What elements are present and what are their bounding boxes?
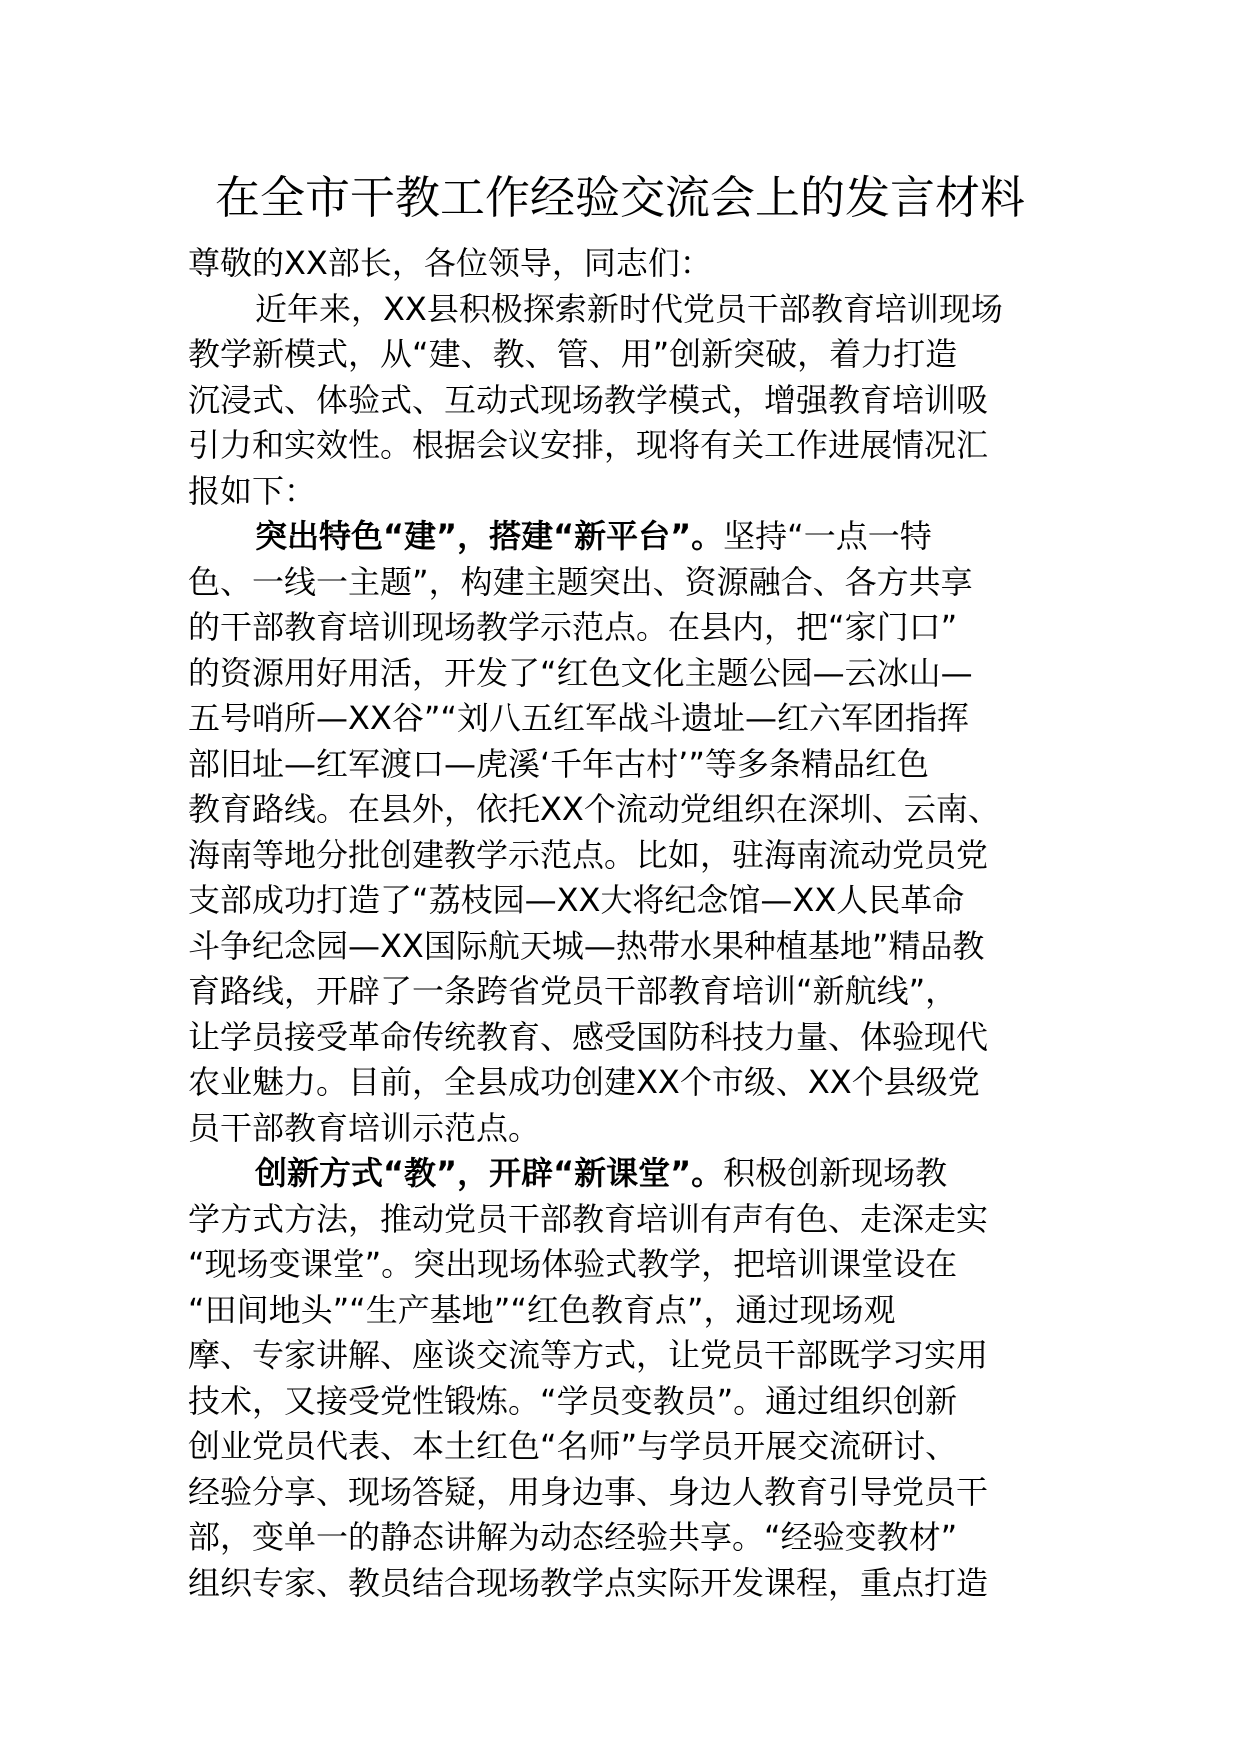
line-text: 让学员接受革命传统教育、感受国防科技力量、体验现代 (188, 1017, 989, 1056)
text-line (188, 651, 1058, 697)
line-text: 农业魅力。目前，全县成功创建XX个市级、XX个县级党 (188, 1063, 980, 1101)
line-text: 沉浸式、体验式、互动式现场教学模式，增强教育培训吸 (188, 380, 989, 419)
text-line (188, 1515, 1058, 1561)
text-line (188, 787, 1058, 833)
text-line (188, 1333, 1058, 1379)
line-text: 学方式方法，推动党员干部教育培训有声有色、走深走实 (188, 1199, 989, 1238)
line-text: 经验分享、现场答疑，用身边事、身边人教育引导党员干 (188, 1472, 989, 1511)
text-line (188, 560, 1058, 606)
text-line (188, 605, 1058, 651)
text-line (188, 924, 1058, 970)
line-text: 组织专家、教员结合现场教学点实际开发课程，重点打造 (188, 1563, 989, 1602)
line-text: 坚持“一点一特 (723, 517, 932, 555)
line-text: 创业党员代表、本土红色“名师”与学员开展交流研讨、 (188, 1427, 958, 1465)
line-text: 的干部教育培训现场教学示范点。在县内，把“家门口” (188, 608, 958, 646)
text-line (188, 833, 1058, 879)
line-text: “田间地头”“生产基地”“红色教育点”，通过现场观 (188, 1290, 896, 1329)
text-line (188, 1288, 1058, 1334)
line-text: 报如下： (188, 471, 317, 510)
line-text: 员干部教育培训示范点。 (188, 1108, 541, 1147)
line-text: 支部成功打造了“荔枝园—XX大将纪念馆—XX人民革命 (188, 881, 965, 919)
line-text: 引力和实效性。根据会议安排，现将有关工作进展情况汇 (188, 426, 989, 464)
line-text: 积极创新现场教 (723, 1154, 948, 1192)
text-line (188, 241, 1058, 287)
text-line (188, 287, 1058, 333)
text-line (188, 423, 1058, 469)
text-line (188, 969, 1058, 1015)
line-text: “现场变课堂”。突出现场体验式教学，把培训课堂设在 (188, 1245, 958, 1283)
line-text: 五号哨所—XX谷”“刘八五红军战斗遗址—红六军团指挥 (188, 699, 970, 737)
text-line (188, 514, 1058, 560)
line-text: 近年来，XX县积极探索新时代党员干部教育培训现场 (255, 289, 1003, 328)
section-heading: 创新方式“教”，开辟“新课堂”。 (255, 1154, 724, 1192)
line-text: 部，变单一的静态讲解为动态经验共享。“经验变教材” (188, 1518, 958, 1556)
text-line (188, 1470, 1058, 1516)
text-line (188, 1561, 1058, 1607)
line-text: 海南等地分批创建教学示范点。比如，驻海南流动党员党 (188, 835, 989, 874)
text-line (188, 1197, 1058, 1243)
text-line (188, 1242, 1058, 1288)
section-heading: 突出特色“建”，搭建“新平台”。 (255, 517, 724, 555)
line-text: 的资源用好用活，开发了“红色文化主题公园—云冰山— (188, 653, 973, 692)
line-text: 色、一线一主题”，构建主题突出、资源融合、各方共享 (188, 562, 973, 601)
document-body (188, 241, 1058, 1606)
text-line (188, 696, 1058, 742)
text-line (188, 742, 1058, 788)
text-line (188, 469, 1058, 515)
line-text: 教学新模式，从“建、教、管、用”创新突破，着力打造 (188, 335, 958, 373)
text-line (188, 1015, 1058, 1061)
text-line (188, 332, 1058, 378)
line-text: 教育路线。在县外，依托XX个流动党组织在深圳、云南、 (188, 790, 1000, 828)
line-text: 尊敬的XX部长，各位领导，同志们： (188, 244, 712, 282)
text-line (188, 1106, 1058, 1152)
line-text: 斗争纪念园—XX国际航天城—热带水果种植基地”精品教 (188, 926, 985, 965)
text-line (188, 1424, 1058, 1470)
line-text: 摩、专家讲解、座谈交流等方式，让党员干部既学习实用 (188, 1336, 989, 1374)
text-line (188, 378, 1058, 424)
line-text: 育路线，开辟了一条跨省党员干部教育培训“新航线”， (188, 972, 958, 1010)
line-text: 部旧址—红军渡口—虎溪‘千年古村’”等多条精品红色 (188, 744, 929, 783)
text-line (188, 1151, 1058, 1197)
text-line (188, 1379, 1058, 1425)
document-title: 在全市干教工作经验交流会上的发言材料 (214, 171, 1025, 224)
text-line (188, 1060, 1058, 1106)
line-text: 技术，又接受党性锻炼。“学员变教员”。通过组织创新 (188, 1381, 958, 1420)
text-line (188, 878, 1058, 924)
